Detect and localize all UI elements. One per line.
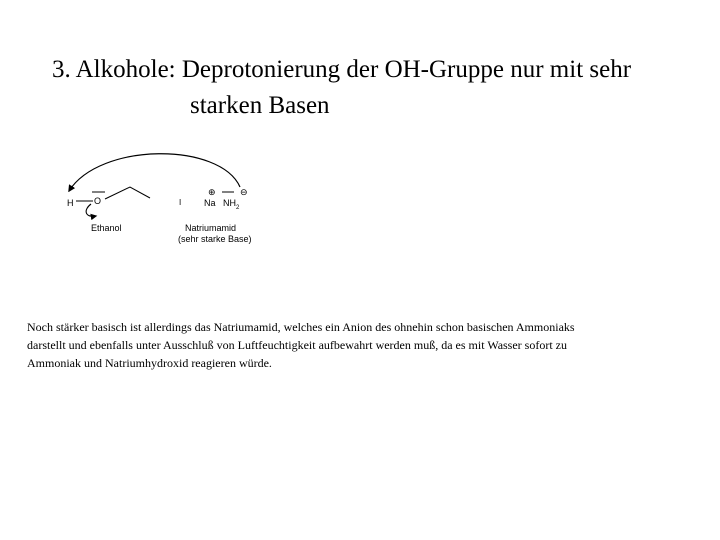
atom-hydrogen: H — [67, 198, 74, 208]
reaction-scheme — [55, 150, 285, 255]
ethyl-chain — [105, 187, 150, 199]
reagent-separator: I — [179, 198, 182, 207]
slide-title — [52, 52, 712, 124]
atom-oxygen: O — [94, 196, 102, 206]
minus-charge-icon: ⊖ — [240, 187, 248, 197]
atom-amide: $NH_2$ — [223, 198, 240, 211]
body-line-2: darstellt und ebenfalls unter Ausschluß von Luftfeuchtigkeit aufbewahrt werden muß, da es mit Wasser sofort zu — [27, 338, 567, 352]
atom-sodium: Na — [204, 198, 216, 208]
body-line-3: Ammoniak und Natriumhydroxid reagieren würde. — [27, 356, 272, 370]
title-line-1: 3. Alkohole: Deprotonierung der OH-Gruppe nur mit sehr — [52, 56, 632, 83]
explanation-text — [27, 318, 707, 372]
body-line-1: Noch stärker basisch ist allerdings das Natriumamid, welches ein Anion des ohnehin schon basischen Ammoniaks — [27, 320, 575, 334]
label-sodium-amide: Natriumamid — [185, 223, 237, 233]
electron-flow-arrow — [69, 154, 240, 191]
title-line-2: starken Basen — [190, 92, 330, 119]
label-ethanol: Ethanol — [91, 223, 122, 233]
plus-charge-icon: ⊕ — [208, 187, 216, 197]
label-base-note: (sehr starke Base) — [178, 234, 252, 244]
